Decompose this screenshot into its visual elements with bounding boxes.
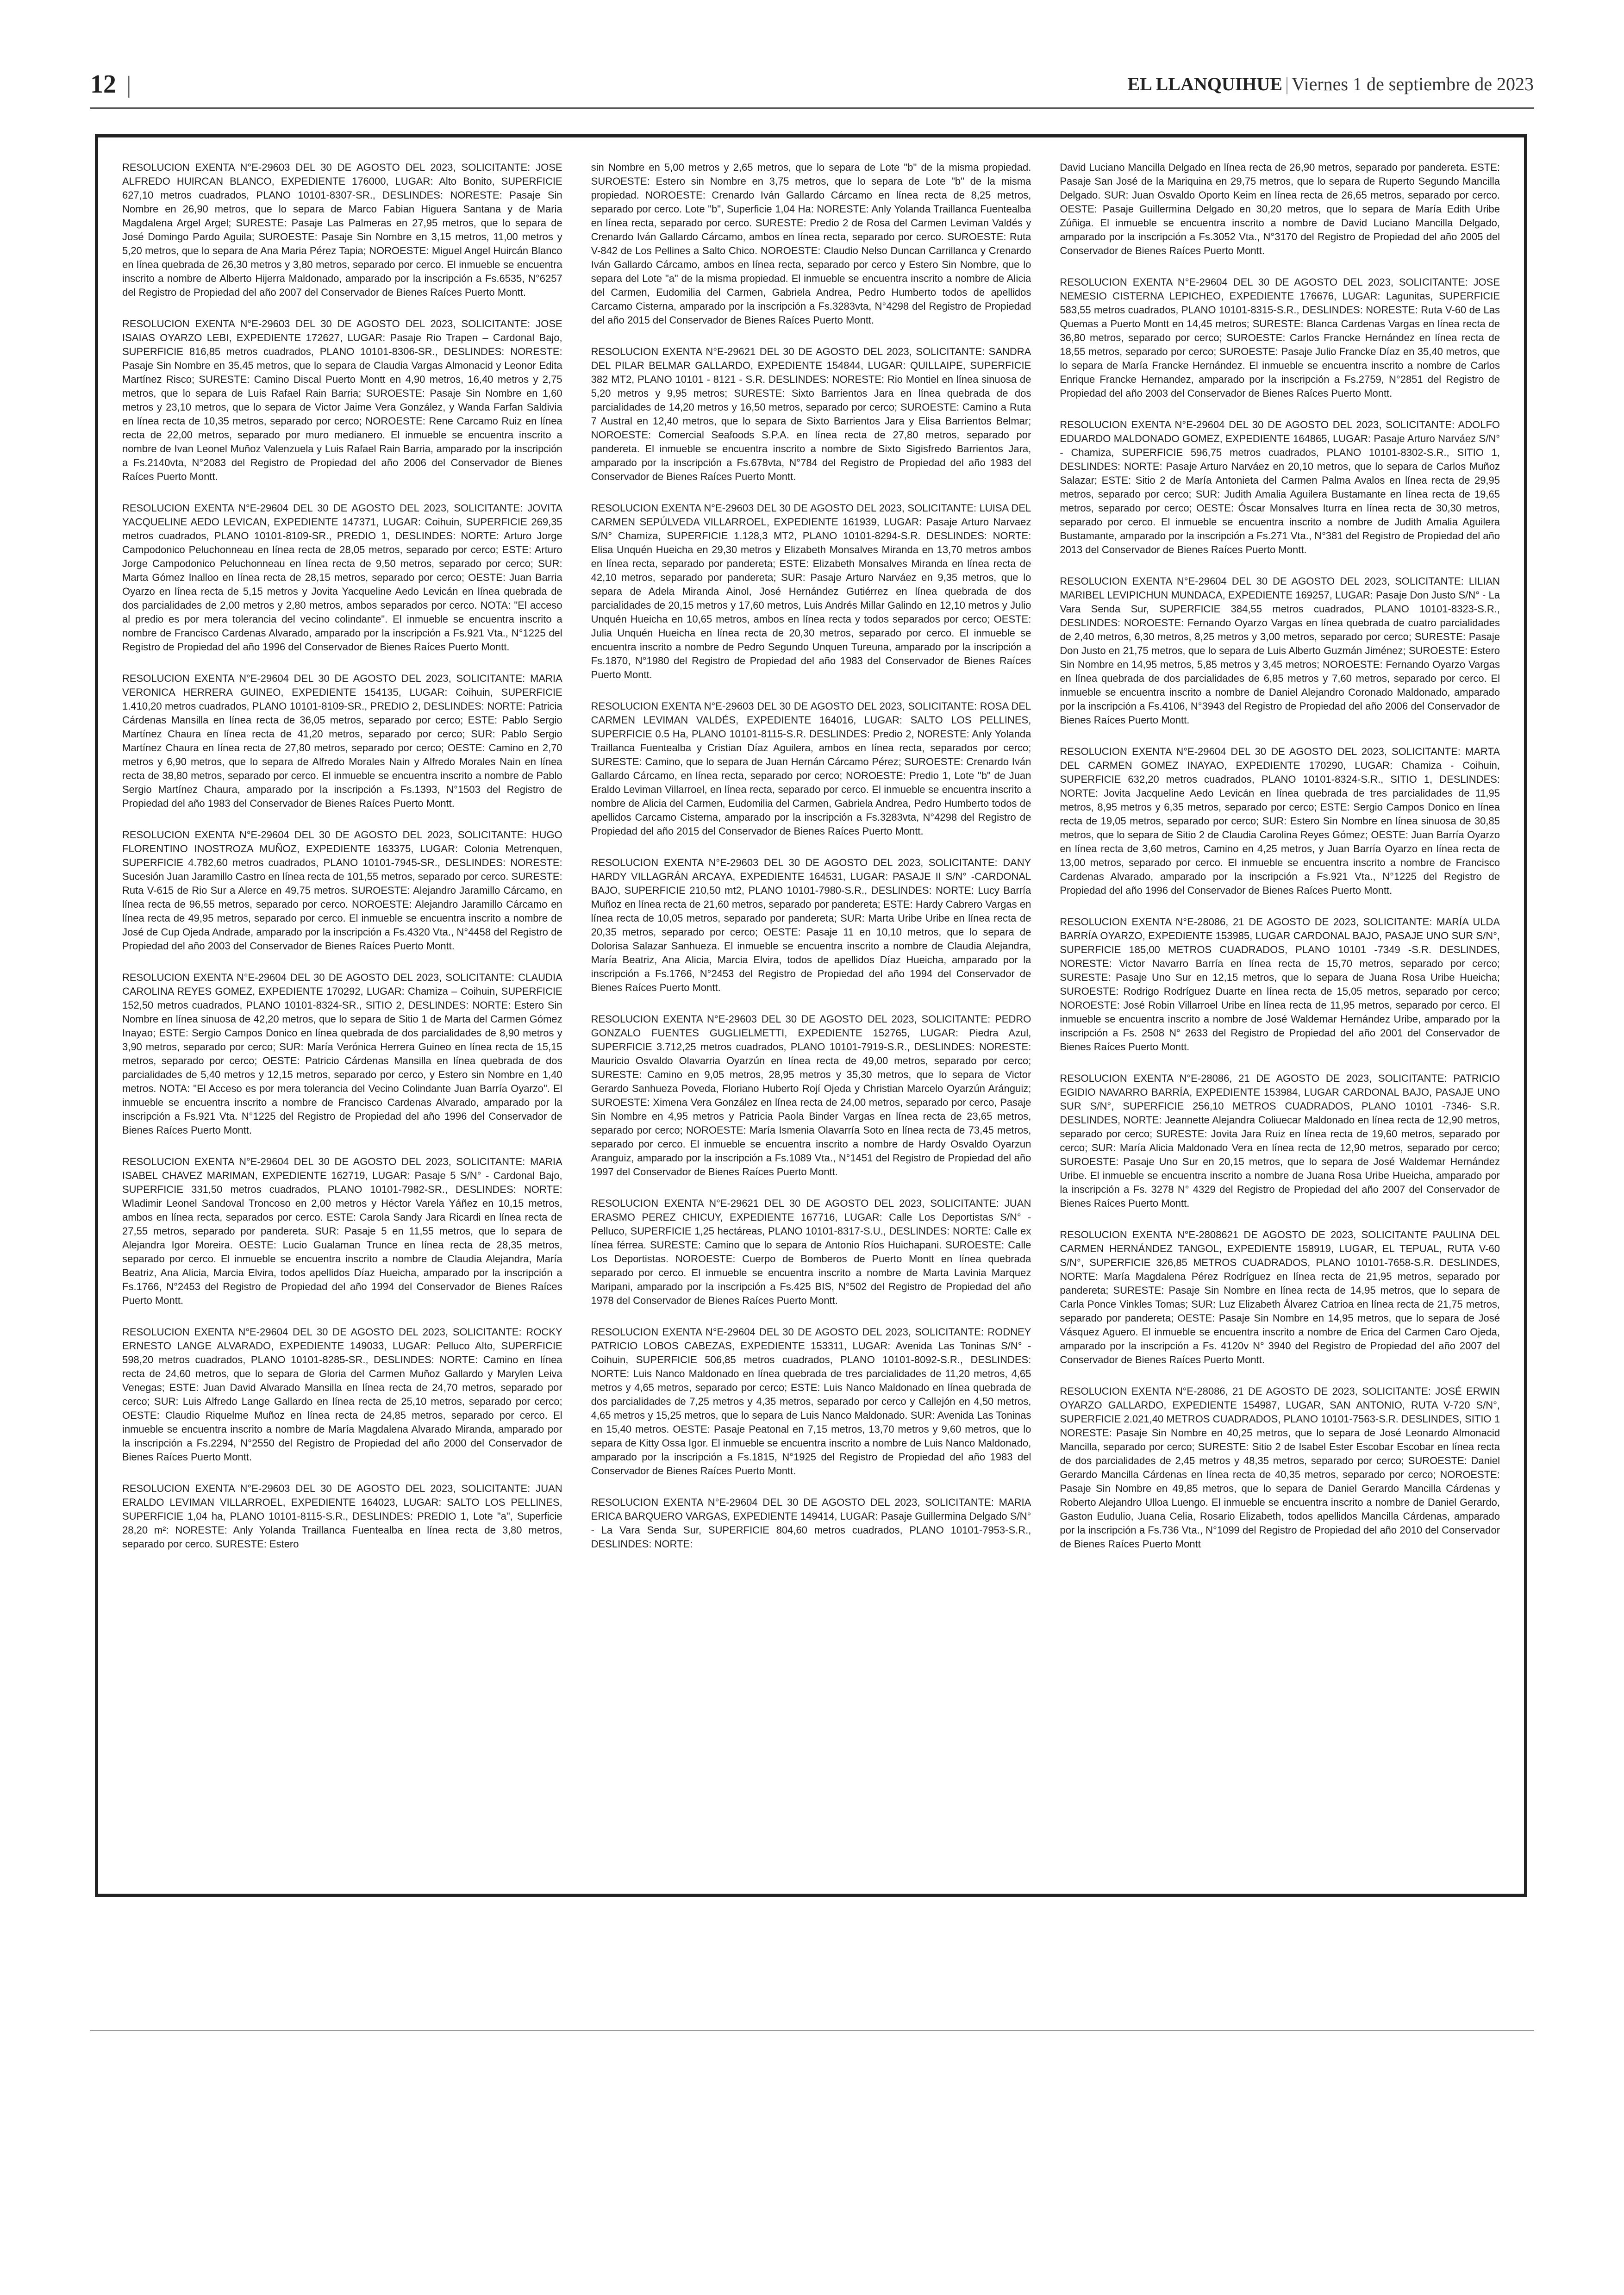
header-rule [90,107,1534,109]
notice: RESOLUCION EXENTA N°E-29604 DEL 30 DE AGOSTO DEL 2023, SOLICITANTE: MARIA ISABEL CHAVEZ MARIMAN, EXPEDIENTE 162719, LUGAR: Pasaje 5 S/N° - Cardonal Bajo, SUPERFICIE 331,50 metros cuadrados, PLANO 10101-7982-SR., DESLINDES: NORTE: Wladimir Leonel Sandoval Troncoso en 2,00 metros y Héctor Varela Yáñez en 10,15 metros, ambos en línea recta, separados por cerco. ESTE: Carola Sandy Jara Ricardi en línea recta de 27,55 metros, separado por pandereta. SUR: Pasaje 5 en 11,55 metros, que lo separa de Alejandra Igor Moreira. OESTE: Lucio Gualaman Trunce en línea recta de 28,35 metros, separado por cerco. El inmueble se encuentra inscrito a nombre de Claudia Alejandra, María Beatriz, Ana Alicia, Marcia Elvira, todos apellidos Díaz Hueicha, amparado por la inscripción a Fs.1766, N°2453 del Registro de Propiedad del año 1994 del Conservador de Bienes Raíces Puerto Montt. [122,1156,562,1306]
notice: RESOLUCION EXENTA N°E-29604 DEL 30 DE AGOSTO DEL 2023, SOLICITANTE: RODNEY PATRICIO LOBOS CABEZAS, EXPEDIENTE 153311, LUGAR: Avenida Las Toninas S/N° - Coihuin, SUPERFICIE 506,85 metros cuadrados, PLANO 10101-8092-S.R., DESLINDES: NORTE: Luis Nanco Maldonado en línea quebrada de tres parcialidades de 11,20 metros, 4,65 metros y 4,65 metros, separado por cerco; ESTE: Luis Nanco Maldonado en línea quebrada de dos parcialidades de 7,25 metros y 4,35 metros, separado por cerco y Callejón en 4,50 metros, 4,65 metros y 15,25 metros, que lo separa de Luis Nanco Maldonado. SUR: Avenida Las Toninas en 15,40 metros. OESTE: Pasaje Peatonal en 7,15 metros, 13,70 metros y 9,60 metros, que lo separa de Kitty Ossa Igor. El inmueble se encuentra inscrito a nombre de Luis Nanco Maldonado, amparado por la inscripción a Fs.1815, N°1925 del Registro de Propiedad del año 1983 del Conservador de Bienes Raíces Puerto Montt. [591,1326,1031,1477]
notice: RESOLUCION EXENTA N°E-29603 DEL 30 DE AGOSTO DEL 2023, SOLICITANTE: JOSE ALFREDO HUIRCAN BLANCO, EXPEDIENTE 176000, LUGAR: Alto Bonito, SUPERFICIE 627,10 metros cuadrados, PLANO 10101-8307-SR., DESLINDES: NORESTE: Pasaje Sin Nombre en 26,90 metros, que lo separa de Marco Fabian Higuera Santana y de Maria Magdalena Argel Argel; SURESTE: Pasaje Las Palmeras en 27,95 metros, que lo separa de José Domingo Pardo Aguila; SUROESTE: Pasaje Sin Nombre en 3,15 metros, 11,00 metros y 5,20 metros, que lo separa de Ana Maria Pérez Tapia; NOROESTE: Miguel Angel Huircán Blanco en línea quebrada de 26,30 metros y 3,80 metros, separado por cerco. El inmueble se encuentra inscrito a nombre de Alberto Hijerra Maldonado, amparado por la inscripción a Fs.6535, N°6257 del Registro de Propiedad del año 2007 del Conservador de Bienes Raíces Puerto Montt. [122,162,562,298]
notice: RESOLUCION EXENTA N°E-29603 DEL 30 DE AGOSTO DEL 2023, SOLICITANTE: PEDRO GONZALO FUENTES GUGLIELMETTI, EXPEDIENTE 152765, LUGAR: Piedra Azul, SUPERFICIE 3.712,25 metros cuadrados, PLANO 10101-7919-S.R., DESLINDES: NORESTE: Mauricio Osvaldo Olavarria Oyarzún en línea recta de 49,00 metros, separado por cerco; SURESTE: Camino en 9,05 metros, 28,95 metros y 35,30 metros, que lo separa de Victor Gerardo Sanhueza Poveda, Floriano Huberto Rojí Ojeda y Christian Marcelo Oyarzún Aránguiz; SUROESTE: Ximena Vera González en línea recta de 24,00 metros, separado por cerco, Pasaje Sin Nombre en 4,95 metros y Patricia Paola Binder Vargas en línea recta de 23,65 metros, separado por cerco; NOROESTE: María Ismenia Olavarría Soto en línea recta de 73,45 metros, separado por cerco. El inmueble se encuentra inscrito a nombre de Hardy Osvaldo Oyarzun Aranguiz, amparado por la inscripción a Fs.1089 Vta., N°1451 del Registro de Propiedad del año 1997 del Conservador de Bienes Raíces Puerto Montt. [591,1013,1031,1178]
masthead-separator: | [1285,74,1289,94]
notice: RESOLUCION EXENTA N°E-28086, 21 DE AGOSTO DE 2023, SOLICITANTE: JOSÉ ERWIN OYARZO GALLARDO, EXPEDIENTE 154987, LUGAR, SAN ANTONIO, RUTA V-720 S/N°, SUPERFICIE 2.021,40 METROS CUADRADOS, PLANO 10101-7563-S.R. DESLINDES, SITIO 1 NORESTE: Pasaje Sin Nombre en 40,25 metros, que lo separa de José Leonardo Almonacid Mancilla, separado por cerco; SURESTE: Sitio 2 de Isabel Ester Escobar Escobar en línea recta de dos parcialidades de 2,45 metros y 48,35 metros, separado por cerco; SUROESTE: Daniel Gerardo Mancilla Cárdenas en línea recta de 40,35 metros, separado por cerco; NOROESTE: Pasaje Sin Nombre en 49,85 metros, que lo separa de Daniel Gerardo Mancilla Cárdenas y Roberto Alejandro Ulloa Luengo. El inmueble se encuentra inscrito a nombre de Daniel Gerardo, Gaston Eudulio, Juana Celia, Rosario Elizabeth, todos apellidos Mancilla Cárdenas, amparado por la inscripción a Fs.736 Vta., N°1099 del Registro de Propiedad del año 2010 del Conservador de Bienes Raíces Puerto Montt [1060,1385,1500,1550]
notice-column-3 [1060,161,1500,1875]
notice: RESOLUCION EXENTA N°E-29604 DEL 30 DE AGOSTO DEL 2023, SOLICITANTE: HUGO FLORENTINO INOSTROZA MUÑOZ, EXPEDIENTE 163375, LUGAR: Colonia Metrenquen, SUPERFICIE 4.782,60 metros cuadrados, PLANO 10101-7945-SR., DESLINDES: NORESTE: Sucesión Juan Jaramillo Castro en línea recta de 101,55 metros, separado por cerco. SURESTE: Ruta V-615 de Rio Sur a Alerce en 49,75 metros. SUROESTE: Alejandro Jaramillo Cárcamo, en línea recta de 96,55 metros, separado por cerco. NOROESTE: Alejandro Jaramillo Cárcamo en línea recta de 49,95 metros, separado por cerco. El inmueble se encuentra inscrito a nombre de José de Cup Ojeda Andrade, amparado por la inscripción a Fs.4320 Vta., N°4458 del Registro de Propiedad del año 2003 del Conservador de Bienes Raíces Puerto Montt. [122,829,562,952]
notice: RESOLUCION EXENTA N°E-29603 DEL 30 DE AGOSTO DEL 2023, SOLICITANTE: LUISA DEL CARMEN SEPÚLVEDA VILLARROEL, EXPEDIENTE 161939, LUGAR: Pasaje Arturo Narvaez S/N° Chamiza, SUPERFICIE 1.128,3 MT2, PLANO 10101-8294-S.R. DESLINDES: NORTE: Elisa Unquén Hueicha en 29,30 metros y Elizabeth Monsalves Miranda en 13,70 metros ambos en línea recta, separado por pandereta; ESTE: Elizabeth Monsalves Miranda en línea recta de 42,10 metros, separado por pandereta; SUR: Pasaje Arturo Narváez en 9,35 metros, que lo separa de Adela Miranda Ainol, José Hernández Gutiérrez en línea quebrada de dos parcialidades de 20,15 metros y 17,60 metros, Luis Andrés Millar Galindo en 12,10 metros y Julio Unquén Hueicha en 10,65 metros, ambos en línea recta y todos separados por cerco; OESTE: Julia Unquén Hueicha en línea recta de 20,30 metros, separado por cerco. El inmueble se encuentra inscrito a nombre de Pedro Segundo Unquen Tureuna, amparado por la inscripción a Fs.1870, N°1980 del Registro de Propiedad del año 1983 del Conservador de Bienes Raíces Puerto Montt. [591,502,1031,680]
notice: RESOLUCION EXENTA N°E-29621 DEL 30 DE AGOSTO DEL 2023, SOLICITANTE: JUAN ERASMO PEREZ CHICUY, EXPEDIENTE 167716, LUGAR: Calle Los Deportistas S/N° - Pelluco, SUPERFICIE 1,25 hectáreas, PLANO 10101-8317-S.U., DESLINDES: NORTE: Calle ex línea férrea. SURESTE: Camino que lo separa de Antonio Ríos Huichapani. SUROESTE: Calle Los Deportistas. NOROESTE: Cuerpo de Bomberos de Puerto Montt en línea quebrada separado por cerco. El inmueble se encuentra inscrito a nombre de Marta Lavinia Marquez Maripani, amparado por la inscripción a Fs.425 BIS, N°502 del Registro de Propiedad del año 1978 del Conservador de Bienes Raíces Puerto Montt. [591,1197,1031,1306]
page-number-separator: | [126,72,131,98]
notice: RESOLUCION EXENTA N°E-29621 DEL 30 DE AGOSTO DEL 2023, SOLICITANTE: SANDRA DEL PILAR BELMAR GALLARDO, EXPEDIENTE 154844, LUGAR: QUILLAIPE, SUPERFICIE 382 MT2, PLANO 10101 - 8121 - S.R. DESLINDES: NORESTE: Rio Montiel en línea sinuosa de 5,20 metros y 9,95 metros; SURESTE: Sixto Barrientos Jara en línea quebrada de dos parcialidades de 14,20 metros y 16,50 metros, separado por cerco; SUROESTE: Camino a Ruta 7 Austral en 12,40 metros, que lo separa de Sixto Barrientos Jara y Elisa Barrientos Belmar; NOROESTE: Comercial Seafoods S.P.A. en línea recta de 27,80 metros, separado por pandereta. El inmueble se encuentra inscrito a nombre de Sixto Sigisfredo Barrientos Jara, amparado por la inscripción a Fs.678vta, N°784 del Registro de Propiedad del año 1983 del Conservador de Bienes Raíces Puerto Montt. [591,346,1031,482]
notice: David Luciano Mancilla Delgado en línea recta de 26,90 metros, separado por pandereta. ESTE: Pasaje San José de la Mariquina en 29,75 metros, que lo separa de Ruperto Segundo Mancilla Delgado. SUR: Juan Osvaldo Oporto Keim en línea recta de 26,65 metros, separado por cerco. OESTE: Pasaje Guillermina Delgado en 30,20 metros, que lo separa de María Edith Uribe Zúñiga. El inmueble se encuentra inscrito a nombre de David Luciano Mancilla Delgado, amparado por la inscripción a Fs.3052 Vta., N°3170 del Registro de Propiedad del año 2005 del Conservador de Bienes Raíces Puerto Montt. [1060,162,1500,256]
notice: RESOLUCION EXENTA N°E-29604 DEL 30 DE AGOSTO DEL 2023, SOLICITANTE: MARTA DEL CARMEN GOMEZ INAYAO, EXPEDIENTE 170290, LUGAR: Chamiza - Coihuin, SUPERFICIE 632,20 metros cuadrados, PLANO 10101-8324-S.R., SITIO 1, DESLINDES: NORTE: Jovita Jacqueline Aedo Levicán en línea quebrada de tres parcialidades de 11,95 metros, 8,95 metros y 6,35 metros, separado por cerco; ESTE: Sergio Campos Donico en línea recta de 19,05 metros, separado por cerco; SUR: Estero Sin Nombre en línea sinuosa de 30,85 metros, que lo separa de Sitio 2 de Claudia Carolina Reyes Gómez; OESTE: Juan Barría Oyarzo en línea recta de 3,60 metros, Camino en 4,25 metros, y Juan Barría Oyarzo en línea recta de 13,00 metros, separado por cerco. El inmueble se encuentra inscrito a nombre de Francisco Cardenas Alvarado, amparado por la inscripción a Fs.921 Vta., N°1225 del Registro de Propiedad del año 1996 del Conservador de Bienes Raíces Puerto Montt. [1060,746,1500,896]
notice: RESOLUCION EXENTA N°E-29604 DEL 30 DE AGOSTO DEL 2023, SOLICITANTE: ADOLFO EDUARDO MALDONADO GOMEZ, EXPEDIENTE 164865, LUGAR: Pasaje Arturo Narváez S/N° - Chamiza, SUPERFICIE 596,75 metros cuadrados, PLANO 10101-8302-S.R., SITIO 1, DESLINDES: NORTE: Pasaje Arturo Narváez en 20,10 metros, que lo separa de Carlos Muñoz Salazar; ESTE: Sitio 2 de María Antonieta del Carmen Palma Avalos en línea recta de 29,95 metros, separado por cerco; SUR: Judith Amalia Aguilera Bustamante en línea recta de 19,65 metros, separado por cerco; OESTE: Óscar Monsalves Iturra en línea recta de 30,30 metros, separado por cerco. El inmueble se encuentra inscrito a nombre de Judith Amalia Aguilera Bustamante, amparado por la inscripción a Fs.271 Vta., N°381 del Registro de Propiedad del año 2013 del Conservador de Bienes Raíces Puerto Montt. [1060,419,1500,555]
notice: RESOLUCION EXENTA N°E-29604 DEL 30 DE AGOSTO DEL 2023, SOLICITANTE: CLAUDIA CAROLINA REYES GOMEZ, EXPEDIENTE 170292, LUGAR: Chamiza – Coihuin, SUPERFICIE 152,50 metros cuadrados, PLANO 10101-8324-SR., SITIO 2, DESLINDES: NORTE: Estero Sin Nombre en línea sinuosa de 42,20 metros, que lo separa de Sitio 1 de Marta del Carmen Gómez Inayao; ESTE: Sergio Campos Donico en línea quebrada de dos parcialidades de 8,90 metros y 3,90 metros, separado por cerco; SUR: María Verónica Herrera Guineo en línea recta de 15,15 metros, separado por cerco; OESTE: Patricio Cárdenas Mansilla en línea quebrada de dos parcialidades de 5,40 metros y 12,15 metros, separado por cerco, y Estero sin Nombre en 1,40 metros. NOTA: "El Acceso es por mera tolerancia del Vecino Colindante Juan Barría Oyarzo". El inmueble se encuentra inscrito a nombre de Francisco Cardenas Alvarado, amparado por la inscripción a Fs.921 Vta. N°1225 del Registro de Propiedad del año 1996 del Conservador de Bienes Raíces Puerto Montt. [122,972,562,1136]
notice: RESOLUCION EXENTA N°E-29604 DEL 30 DE AGOSTO DEL 2023, SOLICITANTE: LILIAN MARIBEL LEVIPICHUN MUNDACA, EXPEDIENTE 169257, LUGAR: Pasaje Don Justo S/N° - La Vara Senda Sur, SUPERFICIE 384,55 metros cuadrados, PLANO 10101-8323-S.R., DESLINDES: NOROESTE: Fernando Oyarzo Vargas en línea quebrada de cuatro parcialidades de 2,40 metros, 6,30 metros, 8,25 metros y 3,00 metros, separado por cerco; SURESTE: Pasaje Don Justo en 21,75 metros, que lo separa de Luis Alberto Guzmán Jiménez; SUROESTE: Estero Sin Nombre en 14,95 metros, 5,85 metros y 3,45 metros; NOROESTE: Fernando Oyarzo Vargas en línea quebrada de dos parcialidades de 6,85 metros y 7,60 metros, separado por cerco. El inmueble se encuentra inscrito a nombre de Daniel Alejandro Coronado Maldonado, amparado por la inscripción a Fs.4106, N°3943 del Registro de Propiedad del año 2006 del Conservador de Bienes Raíces Puerto Montt. [1060,575,1500,726]
legal-notices-box [95,134,1527,1897]
notice: RESOLUCION EXENTA N°E-29604 DEL 30 DE AGOSTO DEL 2023, SOLICITANTE: MARIA VERONICA HERRERA GUINEO, EXPEDIENTE 154135, LUGAR: Coihuin, SUPERFICIE 1.410,20 metros cuadrados, PLANO 10101-8109-SR., PREDIO 2, DESLINDES: NORTE: Patricia Cárdenas Mansilla en línea recta de 36,05 metros, separado por cerco; ESTE: Pablo Sergio Martínez Chaura en línea recta de 41,20 metros, separado por cerco; SUR: Pablo Sergio Martínez Chaura en línea recta de 27,80 metros, separado por cerco; OESTE: Camino en 2,70 metros y 6,90 metros, que lo separa de Alfredo Morales Nain y Alfredo Morales Nain en línea recta de 38,80 metros, separado por cerco. El inmueble se encuentra inscrito a nombre de Pablo Sergio Martínez Chaura, amparado por la inscripción a Fs.1393, N°1503 del Registro de Propiedad del año 1983 del Conservador de Bienes Raíces Puerto Montt. [122,673,562,809]
notice: RESOLUCION EXENTA N°E-2808621 DE AGOSTO DE 2023, SOLICITANTE PAULINA DEL CARMEN HERNÁNDEZ TANGOL, EXPEDIENTE 158919, LUGAR, EL TEPUAL, RUTA V-60 S/N°, SUPERFICIE 326,85 METROS CUADRADOS, PLANO 10101-7658-S.R. DESLINDES, NORTE: María Magdalena Pérez Rodríguez en línea recta de 21,95 metros, separado por pandereta; SURESTE: Pasaje Sin Nombre en línea recta de 14,95 metros, que lo separa de Carla Ponce Vinkles Tomas; SUR: Luz Elizabeth Álvarez Catrioa en línea recta de 21,75 metros, separado por pandereta; OESTE: Pasaje Sin Nombre en 14,95 metros, que lo separa de José Vásquez Aguero. El inmueble se encuentra inscrito a nombre de Erica del Carmen Caro Ojeda, amparado por la inscripción a Fs. 4120v N° 3940 del Registro de Propiedad del año 2007 del Conservador de Bienes Raíces Puerto Montt. [1060,1229,1500,1366]
notice: RESOLUCION EXENTA N°E-29604 DEL 30 DE AGOSTO DEL 2023, SOLICITANTE: MARIA ERICA BARQUERO VARGAS, EXPEDIENTE 149414, LUGAR: Pasaje Guillermina Delgado S/N° - La Vara Senda Sur, SUPERFICIE 804,60 metros cuadrados, PLANO 10101-7953-S.R., DESLINDES: NORTE: [591,1497,1031,1550]
notice-column-1 [122,161,562,1875]
notice: RESOLUCION EXENTA N°E-28086, 21 DE AGOSTO DE 2023, SOLICITANTE: PATRICIO EGIDIO NAVARRO BARRÍA, EXPEDIENTE 153984, LUGAR CARDONAL BAJO, PASAJE UNO SUR S/N°, SUPERFICIE 256,10 METROS CUADRADOS, PLANO 10101 -7346- S.R. DESLINDES, NORTE: Jeannette Alejandra Coliuecar Maldonado en línea recta de 12,90 metros, separado por cerco; SURESTE: Jovita Jara Ruiz en línea recta de 19,60 metros, separado por cerco; SUR: María Alicia Maldonado Vera en línea recta de 12,90 metros, separado por cerco; SUROESTE: Pasaje Uno Sur en 20,15 metros, que lo separa de José Waldemar Hernández Uribe. El inmueble se encuentra inscrito a nombre de Juana Rosa Uribe Hueicha, amparado por la inscripción a Fs. 3278 N° 4329 del Registro de Propiedad del año 2007 del Conservador de Bienes Raíces Puerto Montt. [1060,1073,1500,1209]
notice: RESOLUCION EXENTA N°E-29603 DEL 30 DE AGOSTO DEL 2023, SOLICITANTE: JOSE ISAIAS OYARZO LEBI, EXPEDIENTE 172627, LUGAR: Pasaje Rio Trapen – Cardonal Bajo, SUPERFICIE 816,85 metros cuadrados, PLANO 10101-8306-SR., DESLINDES: NORESTE: Pasaje Sin Nombre en 35,45 metros, que lo separa de Claudia Vargas Almonacid y Leonor Edita Martínez Risco; SURESTE: Camino Discal Puerto Montt en 4,90 metros, 16,40 metros y 2,75 metros, que lo separa de Luis Rafael Rain Barria; SUROESTE: Pasaje Sin Nombre en 1,60 metros y 23,10 metros, que lo separa de Victor Jaime Vera González, y Wanda Farfan Saldivia en línea recta de 10,35 metros, separado por cerco; NOROESTE: Rene Carcamo Ruiz en línea recta de 22,00 metros, separado por muro medianero. El inmueble se encuentra inscrito a nombre de Ivan Leonel Muñoz Valenzuela y Luis Rafael Rain Barria, amparado por la inscripción a Fs.2140vta, N°2083 del Registro de Propiedad del año 2006 del Conservador de Bienes Raíces Puerto Montt. [122,318,562,482]
masthead [1127,73,1534,95]
notice: RESOLUCION EXENTA N°E-29604 DEL 30 DE AGOSTO DEL 2023, SOLICITANTE: JOSE NEMESIO CISTERNA LEPICHEO, EXPEDIENTE 176676, LUGAR: Lagunitas, SUPERFICIE 583,55 metros cuadrados, PLANO 10101-8315-S.R., DESLINDES: NORESTE: Ruta V-60 de Las Quemas a Puerto Montt en 14,45 metros; SURESTE: Blanca Cardenas Vargas en línea recta de 36,80 metros, separado por cerco; SUROESTE: Carlos Francke Hernández en línea recta de 18,55 metros, separado por cerco; SUROESTE: Pasaje Julio Francke Díaz en 35,40 metros, que lo separa de María Francke Hernández. El inmueble se encuentra inscrito a nombre de Carlos Enrique Francke Hernandez, amparado por la inscripción a Fs.2759, N°2851 del Registro de Propiedad del año 2003 del Conservador de Bienes Raíces Puerto Montt. [1060,276,1500,399]
notice: sin Nombre en 5,00 metros y 2,65 metros, que lo separa de Lote "b" de la misma propiedad. SUROESTE: Estero sin Nombre en 3,75 metros, que lo separa de Lote "b" de la misma propiedad. NOROESTE: Crenardo Iván Gallardo Cárcamo en línea recta de 8,25 metros, separado por cerco. Lote "b", Superficie 1,04 Ha: NORESTE: Anly Yolanda Traillanca Fuentealba en línea recta, separado por cerco. SURESTE: Predio 2 de Rosa del Carmen Leviman Valdés y Crenardo Iván Gallardo Cárcamo, ambos en línea recta, separado por cerco. SUROESTE: Ruta V-842 de Los Pellines a Salto Chico. NOROESTE: Claudio Nelso Duncan Carrillanca y Crenardo Iván Gallardo Cárcamo, ambos en línea recta, separado por cerco y Estero Sin Nombre, que lo separa del Lote "a" de la misma propiedad. El inmueble se encuentra inscrito a nombre de Alicia del Carmen, Eudomilia del Carmen, Gabriela Andrea, Pedro Humberto todos de apellidos Carcamo Cisterna, amparado por la inscripción a Fs.3283vta, N°4298 del Registro de Propiedad del año 2015 del Conservador de Bienes Raíces Puerto Montt. [591,162,1031,326]
notice: RESOLUCION EXENTA N°E-29603 DEL 30 DE AGOSTO DEL 2023, SOLICITANTE: JUAN ERALDO LEVIMAN VILLARROEL, EXPEDIENTE 164023, LUGAR: SALTO LOS PELLINES, SUPERFICIE 1,04 ha, PLANO 10101-8115-S.R., DESLINDES: PREDIO 1, Lote "a", Superficie 28,20 m²: NORESTE: Anly Yolanda Traillanca Fuentealba en línea recta de 3,80 metros, separado por cerco. SURESTE: Estero [122,1483,562,1550]
notice: RESOLUCION EXENTA N°E-29603 DEL 30 DE AGOSTO DEL 2023, SOLICITANTE: DANY HARDY VILLAGRÁN ARCAYA, EXPEDIENTE 164531, LUGAR: PASAJE II S/N° -CARDONAL BAJO, SUPERFICIE 210,50 mt2, PLANO 10101-7980-S.R., DESLINDES: NORTE: Lucy Barría Muñoz en línea recta de 21,60 metros, separado por pandereta; ESTE: Hardy Cabrero Vargas en línea recta de 10,05 metros, separado por pandereta; SUR: Marta Uribe Uribe en línea recta de 20,35 metros, separado por cerco; OESTE: Pasaje 11 en 10,10 metros, que lo separa de Dolorisa Salazar Sanhueza. El inmueble se encuentra inscrito a nombre de Claudia Alejandra, María Beatriz, Ana Alicia, Marcia Elvira, todos de apellidos Díaz Hueicha, amparado por la inscripción a Fs.1766, N°2453 del Registro de Propiedad del año 1994 del Conservador de Bienes Raíces Puerto Montt. [591,857,1031,993]
page-number: 12 [90,70,116,99]
notice-column-2 [591,161,1031,1875]
notice: RESOLUCION EXENTA N°E-29603 DEL 30 DE AGOSTO DEL 2023, SOLICITANTE: ROSA DEL CARMEN LEVIMAN VALDÉS, EXPEDIENTE 164016, LUGAR: SALTO LOS PELLINES, SUPERFICIE 0.5 Ha, PLANO 10101-8115-S.R. DESLINDES: Predio 2, NORESTE: Anly Yolanda Traillanca Fuentealba y Cristian Díaz Aguilera, ambos en línea recta, separados por cerco; SURESTE: Camino, que lo separa de Juan Hernán Cárcamo Pérez; SUROESTE: Crenardo Iván Gallardo Cárcamo, en línea recta, separado por cerco; NOROESTE: Predio 1, Lote "b" de Juan Eraldo Leviman Villarroel, en línea recta, separado por cerco. El inmueble se encuentra inscrito a nombre de Alicia del Carmen, Eudomilia del Carmen, Gabriela Andrea, Pedro Humberto todos de apellidos Carcamo Cisterna, amparado por la inscripción a Fs.3283vta, N°4298 del Registro de Propiedad del año 2015 del Conservador de Bienes Raíces Puerto Montt. [591,700,1031,837]
page-header [90,65,1534,102]
notice: RESOLUCION EXENTA N°E-29604 DEL 30 DE AGOSTO DEL 2023, SOLICITANTE: ROCKY ERNESTO LANGE ALVARADO, EXPEDIENTE 149033, LUGAR: Pelluco Alto, SUPERFICIE 598,20 metros cuadrados, PLANO 10101-8285-SR., DESLINDES: NORTE: Camino en línea recta de 24,60 metros, que lo separa de Gloria del Carmen Muñoz Gallardo y Marylen Leiva Venegas; ESTE: Juan David Alvarado Mansilla en línea recta de 24,70 metros, separado por cerco; SUR: Luis Alfredo Lange Gallardo en línea recta de 25,10 metros, separado por cerco; OESTE: Claudio Riquelme Muñoz en línea recta de 24,85 metros, separado por cerco. El inmueble se encuentra inscrito a nombre de María Magdalena Alvarado Miranda, amparado por la inscripción a Fs.2294, N°2550 del Registro de Propiedad del año 2000 del Conservador de Bienes Raíces Puerto Montt. [122,1326,562,1463]
notice: RESOLUCION EXENTA N°E-29604 DEL 30 DE AGOSTO DEL 2023, SOLICITANTE: JOVITA YACQUELINE AEDO LEVICAN, EXPEDIENTE 147371, LUGAR: Coihuin, SUPERFICIE 269,35 metros cuadrados, PLANO 10101-8109-SR., PREDIO 1, DESLINDES: NORTE: Arturo Jorge Campodonico Peluchonneau en línea recta de 28,05 metros, separado por cerco; ESTE: Arturo Jorge Campodonico Peluchonneau en línea recta de 9,50 metros, separado por cerco; SUR: Marta Gómez Inalloo en línea recta de 28,15 metros, separado por cerco; OESTE: Juan Barria Oyarzo en línea recta de 5,15 metros y Jovita Yacqueline Aedo Levicán en línea quebrada de dos parcialidades de 2,00 metros y 2,80 metros, ambos separados por cerco. NOTA: "El acceso al predio es por mera tolerancia del vecino colindante". El inmueble se encuentra inscrito a nombre de Francisco Cardenas Alvarado, amparado por la inscripción a Fs.921 Vta., N°1225 del Registro de Propiedad del año 1996 del Conservador de Bienes Raíces Puerto Montt. [122,502,562,653]
publication-date: Viernes 1 de septiembre de 2023 [1292,74,1534,94]
publication-name: EL LLANQUIHUE [1127,74,1282,94]
footer-rule [90,2030,1534,2031]
notice: RESOLUCION EXENTA N°E-28086, 21 DE AGOSTO DE 2023, SOLICITANTE: MARÍA ULDA BARRÍA OYARZO, EXPEDIENTE 153985, LUGAR CARDONAL BAJO, PASAJE UNO SUR S/N°, SUPERFICIE 185,00 METROS CUADRADOS, PLANO 10101 -7349 -S.R. DESLINDES, NORESTE: Victor Navarro Barría en línea recta de 15,70 metros, separado por cerco; SURESTE: Pasaje Uno Sur en 12,15 metros, que lo separa de Juana Rosa Uribe Hueicha; SUROESTE: Rodrigo Rodríguez Duarte en línea recta de 15,05 metros, separado por cerco; NOROESTE: José Robin Villarroel Uribe en línea recta de 11,95 metros, separado por cerco. El inmueble se encuentra inscrito a nombre de José Waldemar Hernández Uribe, amparado por la inscripción a Fs. 2508 N° 2633 del Registro de Propiedad del año 2001 del Conservador de Bienes Raíces Puerto Montt. [1060,916,1500,1053]
